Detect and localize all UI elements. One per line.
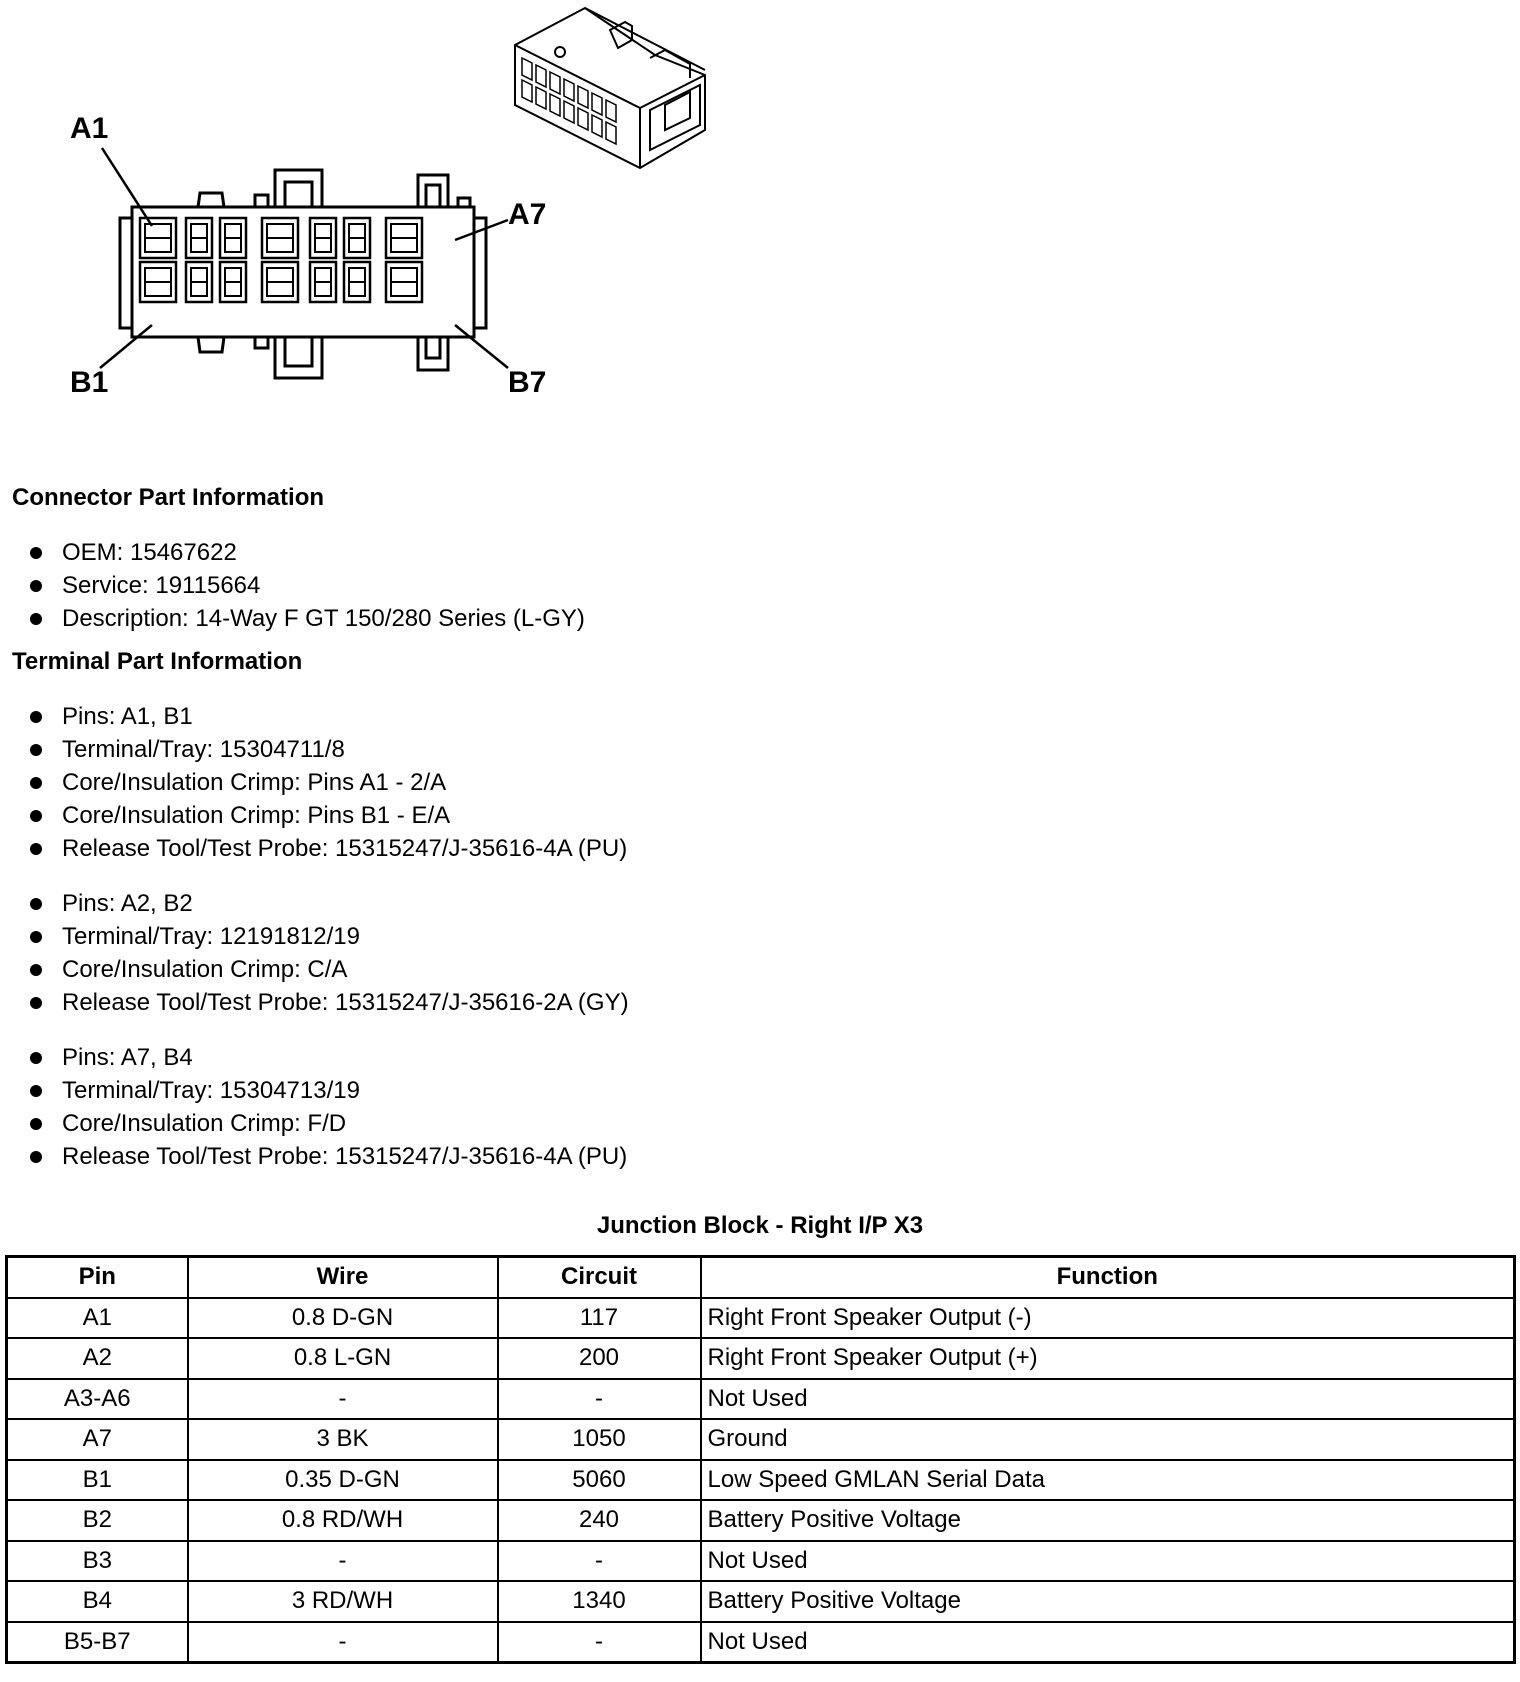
list-item: OEM: 15467622 [30,536,585,569]
list-item: Core/Insulation Crimp: Pins A1 - 2/A [30,766,627,799]
pin-cavity [262,262,298,302]
table-title: Junction Block - Right I/P X3 [596,1212,924,1239]
pin-cavity-3d [592,93,602,115]
pinout-table [5,1255,1516,1664]
table-row [7,1338,1515,1379]
column-header-circuit: Circuit [498,1257,701,1298]
list-item: Pins: A7, B4 [30,1041,627,1074]
pin-cavity-3d [522,80,532,102]
pin-cavity-3d [606,122,616,144]
wire-cell: 0.35 D-GN [188,1460,498,1501]
pin-cavity [344,218,370,258]
pin-cell: B4 [7,1581,188,1622]
wire-cell: 3 RD/WH [188,1581,498,1622]
pin-cell: A2 [7,1338,188,1379]
wire-cell: - [188,1541,498,1582]
pin-cell: B1 [7,1460,188,1501]
list-item: Service: 19115664 [30,569,585,602]
pin-label-a1: A1 [70,112,109,145]
column-header-pin: Pin [7,1257,188,1298]
function-cell: Not Used [701,1622,1515,1663]
pin-cavity-3d [592,115,602,137]
circuit-cell: 240 [498,1500,701,1541]
table-header-row [7,1257,1515,1298]
circuit-cell: 1340 [498,1581,701,1622]
wire-cell: 0.8 RD/WH [188,1500,498,1541]
function-cell: Battery Positive Voltage [701,1500,1515,1541]
pin-cell: A3-A6 [7,1379,188,1420]
circuit-cell: 5060 [498,1460,701,1501]
connector-part-info-title: Connector Part Information [12,484,325,511]
table-row [7,1581,1515,1622]
function-cell: Right Front Speaker Output (+) [701,1338,1515,1379]
pin-cavity [140,262,176,302]
function-cell: Ground [701,1419,1515,1460]
circuit-cell: 117 [498,1298,701,1339]
list-item: Core/Insulation Crimp: C/A [30,953,629,986]
pin-cavity [220,262,246,302]
list-item: Release Tool/Test Probe: 15315247/J-35616-4A (PU) [30,1140,627,1173]
list-item: Pins: A2, B2 [30,887,629,920]
pin-cavity [186,262,212,302]
pin-cavity [310,218,336,258]
pin-cavity-3d [564,79,574,101]
pin-cell: A7 [7,1419,188,1460]
pin-cavity-3d [536,87,546,109]
wire-cell: - [188,1379,498,1420]
wire-cell: 0.8 D-GN [188,1298,498,1339]
connector-3d-view [515,8,705,168]
list-item: Terminal/Tray: 15304713/19 [30,1074,627,1107]
pin-cavity-3d [578,108,588,130]
pin-cavity-3d [522,58,532,80]
table-row [7,1541,1515,1582]
pin-cavity-3d [578,86,588,108]
table-row [7,1419,1515,1460]
pin-label-b1: B1 [70,366,109,399]
table-row [7,1379,1515,1420]
list-item: Pins: A1, B1 [30,700,627,733]
terminal-part-info-title: Terminal Part Information [12,648,303,675]
pin-label-a7: A7 [508,198,547,231]
pin-cavity-3d [564,101,574,123]
function-cell: Not Used [701,1379,1515,1420]
wire-cell: 3 BK [188,1419,498,1460]
list-item: Release Tool/Test Probe: 15315247/J-35616-4A (PU) [30,832,627,865]
wire-cell: - [188,1622,498,1663]
pin-cavity-3d [606,100,616,122]
pin-cavity [386,262,422,302]
wire-cell: 0.8 L-GN [188,1338,498,1379]
pin-cavity [140,218,176,258]
pin-cavity-3d [550,94,560,116]
connector-part-info-list [30,536,585,635]
pin-cell: B3 [7,1541,188,1582]
table-row [7,1298,1515,1339]
pin-cavity [344,262,370,302]
list-item: Release Tool/Test Probe: 15315247/J-35616-2A (GY) [30,986,629,1019]
function-cell: Right Front Speaker Output (-) [701,1298,1515,1339]
list-item: Description: 14-Way F GT 150/280 Series (L-GY) [30,602,585,635]
column-header-function: Function [701,1257,1515,1298]
pin-cell: B5-B7 [7,1622,188,1663]
circuit-cell: 200 [498,1338,701,1379]
terminal-group-3 [30,1041,627,1173]
pin-cavity-3d [550,72,560,94]
column-header-wire: Wire [188,1257,498,1298]
list-item: Core/Insulation Crimp: Pins B1 - E/A [30,799,627,832]
connector-diagram [0,0,760,420]
table-row [7,1460,1515,1501]
pin-label-b7: B7 [508,366,547,399]
pin-cell: A1 [7,1298,188,1339]
circuit-cell: 1050 [498,1419,701,1460]
connector-front-view [120,170,486,378]
pin-cavity [386,218,422,258]
pin-cavity [186,218,212,258]
pin-cavity [262,218,298,258]
function-cell: Not Used [701,1541,1515,1582]
list-item: Terminal/Tray: 12191812/19 [30,920,629,953]
pin-cavity [220,218,246,258]
table-row [7,1622,1515,1663]
function-cell: Low Speed GMLAN Serial Data [701,1460,1515,1501]
function-cell: Battery Positive Voltage [701,1581,1515,1622]
list-item: Terminal/Tray: 15304711/8 [30,733,627,766]
terminal-group-2 [30,887,629,1019]
terminal-group-1 [30,700,627,865]
circuit-cell: - [498,1379,701,1420]
circuit-cell: - [498,1622,701,1663]
pin-cavity-3d [536,65,546,87]
table-row [7,1500,1515,1541]
list-item: Core/Insulation Crimp: F/D [30,1107,627,1140]
pin-cavity [310,262,336,302]
circuit-cell: - [498,1541,701,1582]
pin-cell: B2 [7,1500,188,1541]
